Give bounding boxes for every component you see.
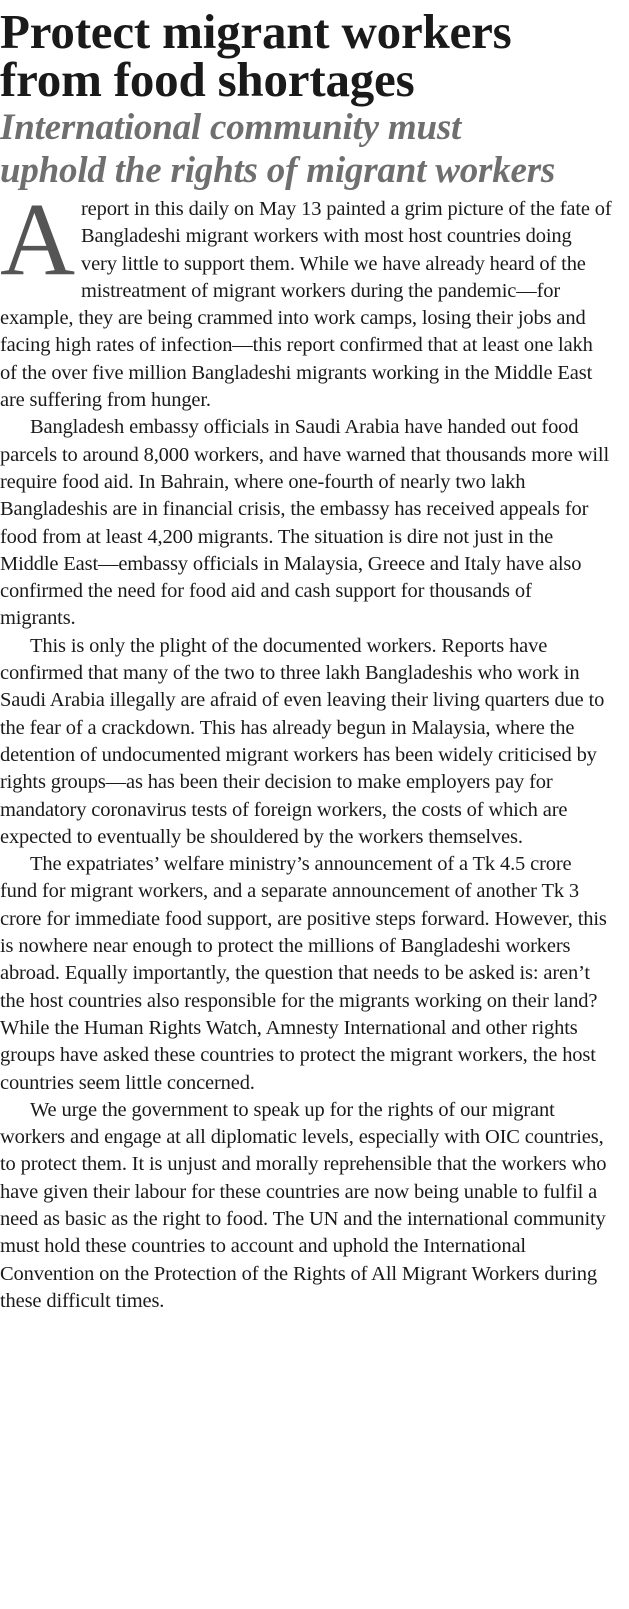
headline-line-2: from food shortages xyxy=(0,52,415,107)
subheadline xyxy=(0,106,612,192)
paragraph-1-text: report in this daily on May 13 painted a grim picture of the fate of Bangladeshi migrant workers with most host countries doing very little to support them. While we have already heard of the mistreatment of migrant workers during the pandemic—for example, they are being crammed into work camps, losing their jobs and facing high rates of infection—this report confirmed that at least one lakh of the over five million Bangladeshi migrants working in the Middle East are suffering from hunger. xyxy=(0,198,612,412)
headline-line-1: Protect migrant workers xyxy=(0,4,512,59)
paragraph-3: This is only the plight of the documented workers. Reports have confirmed that many of the two to three lakh Bangladeshis who work in Saudi Arabia illegally are afraid of even leaving their living quarters due to the fear of a crackdown. This has already begun in Malaysia, where the detention of undocumented migrant workers has been widely criticised by rights groups—as has been their decision to make employers pay for mandatory coronavirus tests of foreign workers, the costs of which are expected to eventually be shouldered by the workers themselves. xyxy=(0,634,605,848)
article-body xyxy=(0,182,612,1315)
paragraph-1 xyxy=(0,182,612,414)
drop-cap: A xyxy=(0,182,75,297)
paragraph-5: We urge the government to speak up for the rights of our migrant workers and engage at all diplomatic levels, especially with OIC countries, to protect them. It is unjust and morally reprehensible that the workers who have given their labour for these countries are now being unable to fulfil a need as basic as the right to food. The UN and the international community must hold these countries to account and uphold the International Convention on the Protection of the Rights of All Migrant Workers during these difficult times. xyxy=(0,1098,607,1312)
paragraph-2: Bangladesh embassy officials in Saudi Arabia have handed out food parcels to around 8,000 workers, and have warned that thousands more will require food aid. In Bahrain, where one-fourth of nearly two lakh Bangladeshis are in financial crisis, the embassy has received appeals for food from at least 4,200 migrants. The situation is dire not just in the Middle East—embassy officials in Malaysia, Greece and Italy have also confirmed the need for food aid and cash support for thousands of migrants. xyxy=(0,416,610,630)
editorial-article xyxy=(0,4,612,1315)
subheadline-line-1: International community must xyxy=(0,107,462,148)
headline xyxy=(0,4,612,107)
paragraph-4: The expatriates’ welfare ministry’s announcement of a Tk 4.5 crore fund for migrant workers, and a separate announcement of another Tk 3 crore for immediate food support, are positive steps forward. However, this is nowhere near enough to protect the millions of Bangladeshi workers abroad. Equally importantly, the question that needs to be asked is: aren’t the host countries also responsible for the migrants working on their land? While the Human Rights Watch, Amnesty International and other rights groups have asked these countries to protect the migrant workers, the host countries seem little concerned. xyxy=(0,853,607,1094)
subheadline-line-2: uphold the rights of migrant workers xyxy=(0,150,556,191)
